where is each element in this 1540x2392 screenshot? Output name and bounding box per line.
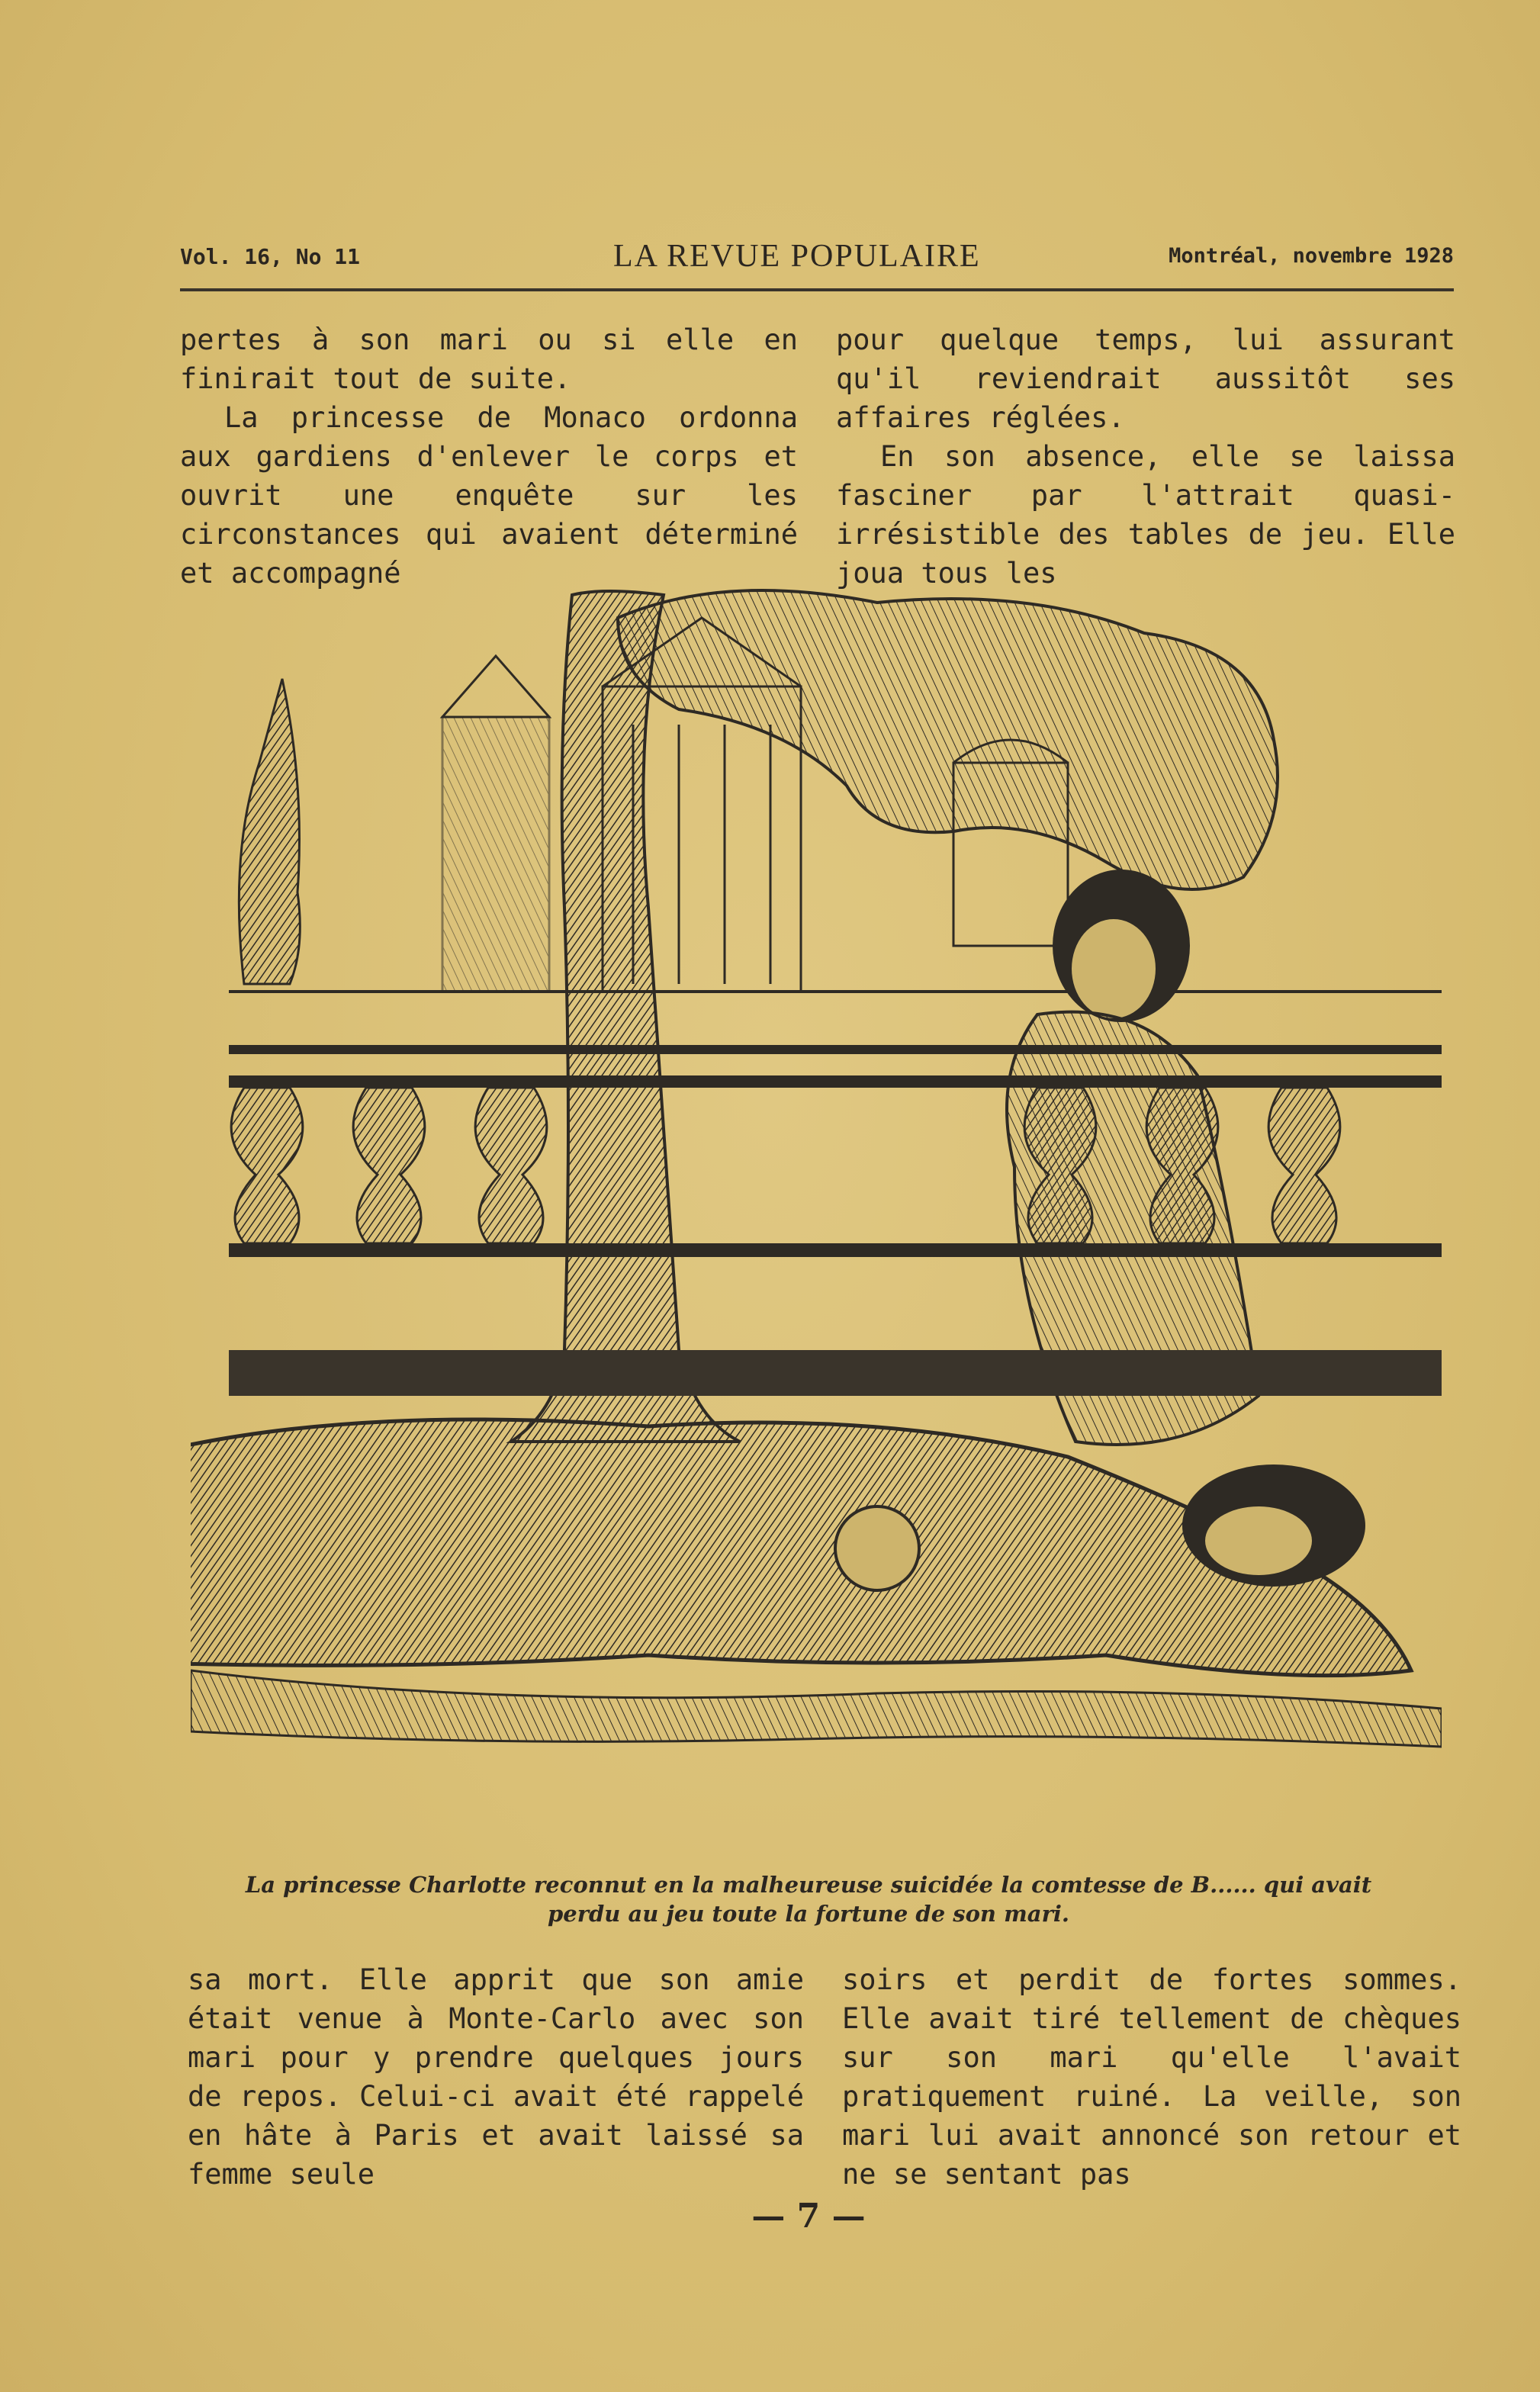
bottom-right-column <box>842 1960 1461 2194</box>
caption-line: perdu au jeu toute la fortune de son mari. <box>548 1901 1069 1927</box>
engraving-illustration <box>191 587 1442 1869</box>
running-header <box>180 238 1454 284</box>
caption-line: La princesse Charlotte reconnut en la malheureuse suicidée la comtesse de B...... qui avait <box>245 1872 1372 1898</box>
bottom-left-column <box>188 1960 804 2194</box>
paragraph: La princesse de Monaco ordonna aux gardiens d'enlever le corps et ouvrit une enquête sur les circonstances qui avaient déterminé et accompagné <box>180 401 798 590</box>
issue-date: Montréal, novembre 1928 <box>1169 244 1454 268</box>
header-rule <box>180 288 1454 291</box>
cypress-tree <box>239 679 300 984</box>
top-left-column <box>180 320 798 593</box>
volume-number: Vol. 16, No 11 <box>180 244 361 269</box>
foliage <box>618 590 1278 889</box>
illustration-caption <box>229 1870 1388 1928</box>
paragraph: En son absence, elle se laissa fasciner par l'attrait quasi-irrésistible des tables de jeu. Elle joua tous les <box>836 440 1455 590</box>
ground <box>191 1670 1442 1747</box>
paragraph: soirs et perdit de fortes sommes. Elle avait tiré tellement de chèques sur son mari qu'elle l'avait pratiquement ruiné. La veille, son mari lui avait annoncé son retour et ne se sentant pas <box>842 1963 1461 2191</box>
lying-woman-figure <box>191 1419 1411 1676</box>
paragraph: sa mort. Elle apprit que son amie était venue à Monte-Carlo avec son mari pour y prendre quelques jours de repos. Celui-ci avait été rappelé en hâte à Paris et avait laissé sa femme seule <box>188 1963 804 2191</box>
paragraph: pertes à son mari ou si elle en finirait tout de suite. <box>180 323 798 395</box>
journal-title: LA REVUE POPULAIRE <box>613 239 981 274</box>
page-number: — 7 — <box>751 2197 866 2236</box>
stone-bench <box>229 1350 1442 1396</box>
paragraph: pour quelque temps, lui assurant qu'il reviendrait aussitôt ses affaires réglées. <box>836 323 1455 434</box>
top-right-column <box>836 320 1455 593</box>
